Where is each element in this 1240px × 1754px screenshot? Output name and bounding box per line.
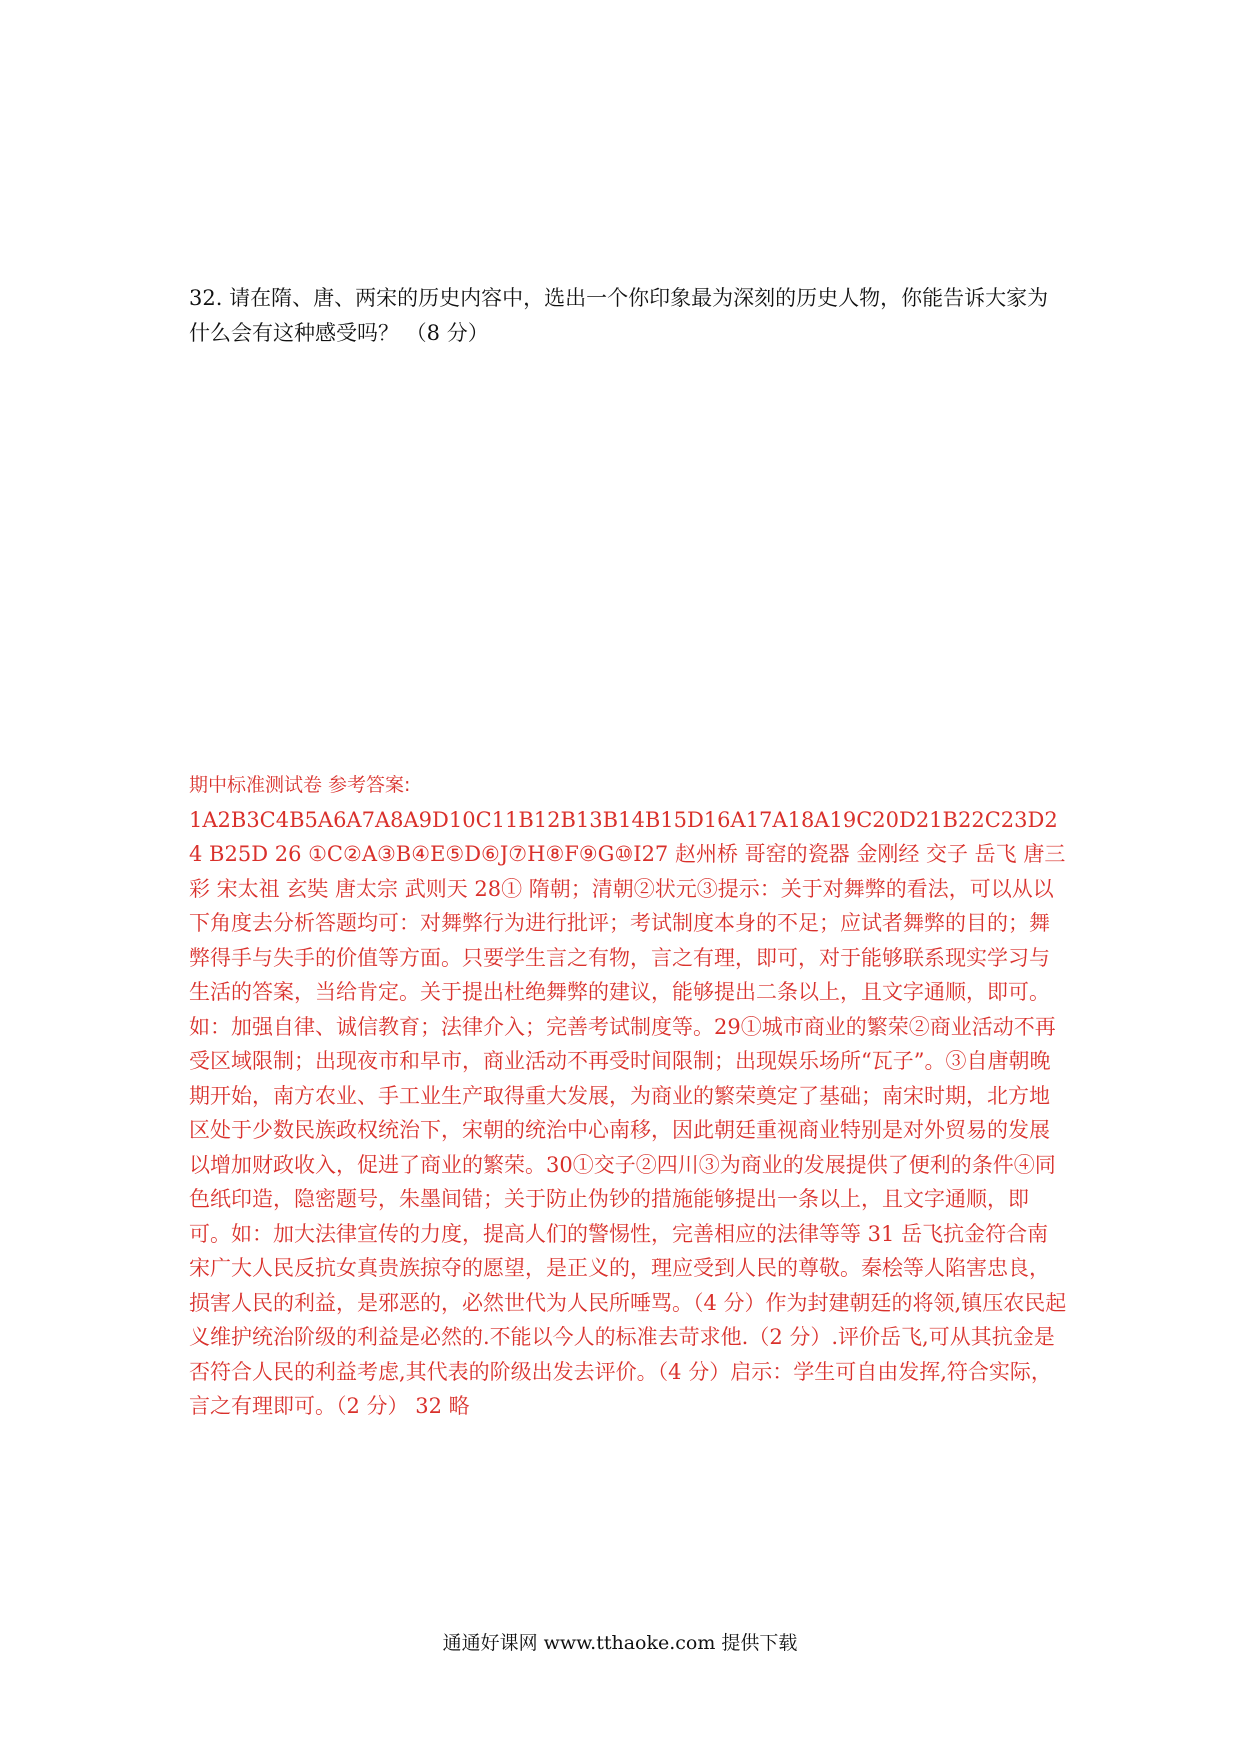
page-footer: 通通好课网 www.tthaoke.com 提供下载 <box>442 1632 798 1654</box>
question-32: 32. 请在隋、唐、两宋的历史内容中，选出一个你印象最为深刻的历史人物，你能告诉大家为什么会有这种感受吗？ （8 分） <box>189 286 1049 345</box>
answer-key-heading: 期中标准测试卷 参考答案: <box>189 774 411 796</box>
answer-key <box>189 768 1069 1424</box>
answer-key-body: 1A2B3C4B5A6A7A8A9D10C11B12B13B14B15D16A17A18A19C20D21B22C23D24 B25D 26 ①C②A③B④E⑤D⑥J⑦H⑧F⑨G⑩I27 赵州桥 哥窑的瓷器 金刚经 交子 岳飞 唐三彩 宋太祖 玄奘 唐太宗 武则天 28① 隋朝；清朝②状元③提示：关于对舞弊的看法，可以从以下角度去分析答题均可：对舞弊行为进行批评；考试制度本身的不足；应试者舞弊的目的；舞弊得手与失手的价值等方面。只要学生言之有物，言之有理，即可，对于能够联系现实学习与生活的答案，当给肯定。关于提出杜绝舞弊的建议，能够提出二条以上，且文字通顺，即可。如：加强自律、诚信教育；法律介入；完善考试制度等。29①城市商业的繁荣②商业活动不再受区域限制；出现夜市和早市，商业活动不再受时间限制；出现娱乐场所“瓦子”。③自唐朝晚期开始，南方农业、手工业生产取得重大发展，为商业的繁荣奠定了基础；南宋时期，北方地区处于少数民族政权统治下，宋朝的统治中心南移，因此朝廷重视商业特别是对外贸易的发展以增加财政收入，促进了商业的繁荣。30①交子②四川③为商业的发展提供了便利的条件④同色纸印造，隐密题号，朱墨间错；关于防止伪钞的措施能够提出一条以上，且文字通顺，即可。如：加大法律宣传的力度，提高人们的警惕性，完善相应的法律等等 31 岳飞抗金符合南宋广大人民反抗女真贵族掠夺的愿望，是正义的，理应受到人民的尊敬。秦桧等人陷害忠良，损害人民的利益，是邪恶的，必然世代为人民所唾骂。（4 分）作为封建朝廷的将领,镇压农民起义维护统治阶级的利益是必然的.不能以今人的标准去苛求他.（2 分）.评价岳飞,可从其抗金是否符合人民的利益考虑,其代表的阶级出发去评价。（4 分）启示：学生可自由发挥,符合实际，言之有理即可。（2 分） 32 略 <box>189 807 1067 1418</box>
